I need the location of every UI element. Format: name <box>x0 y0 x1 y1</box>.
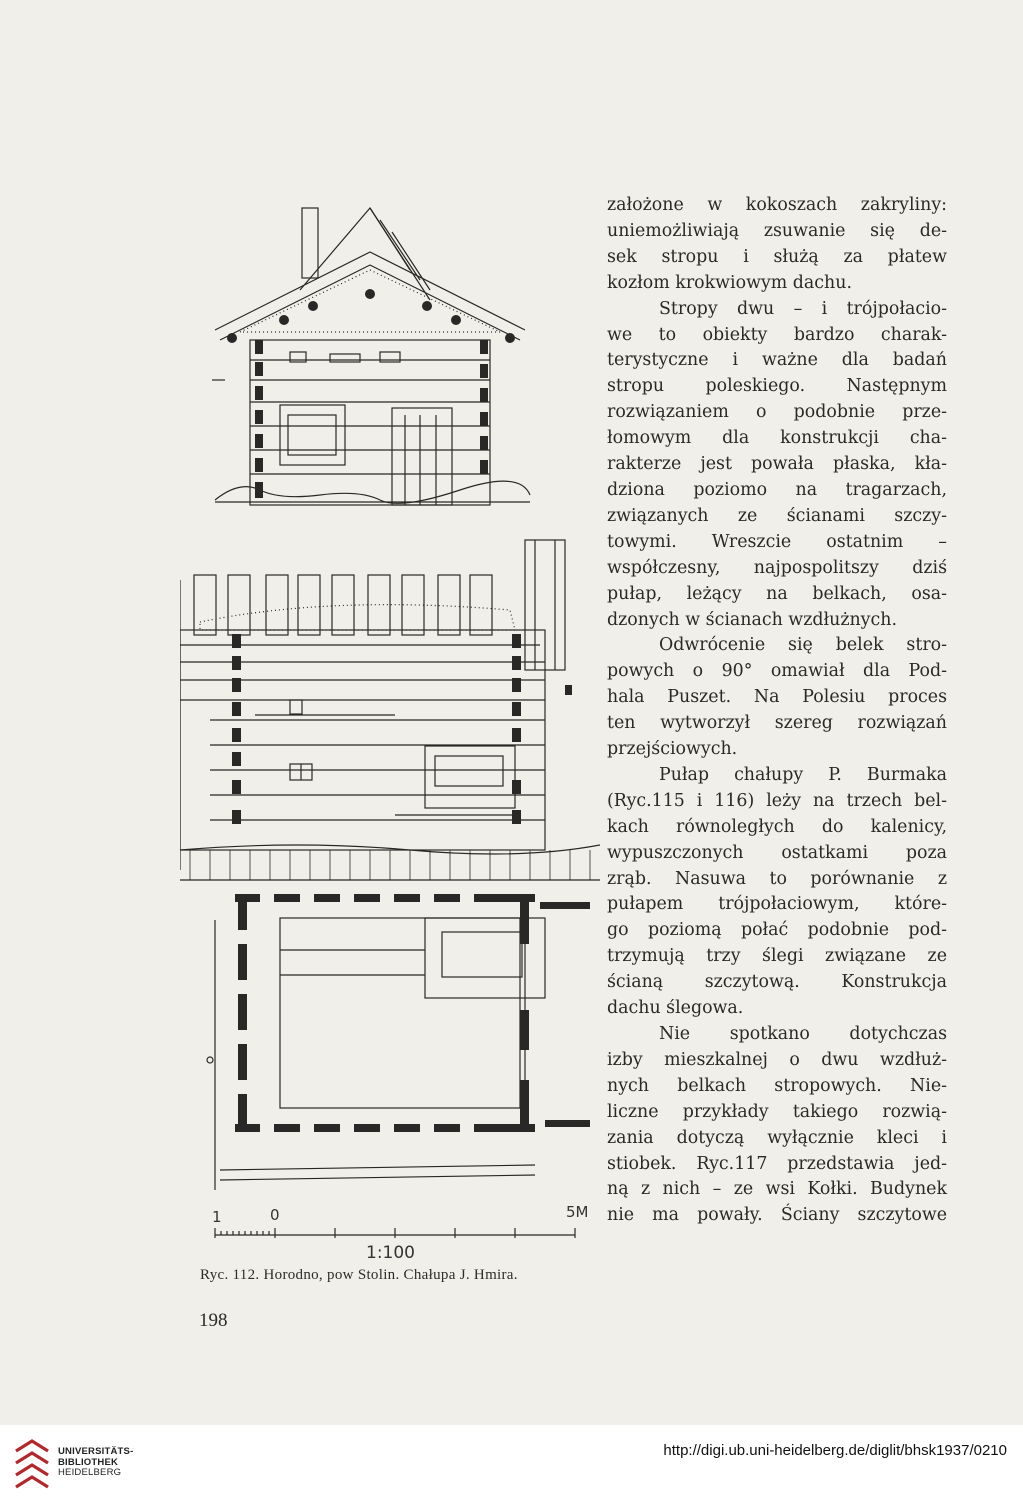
text-line: ną z nich – ze wsi Kołki. Budynek <box>607 1179 947 1200</box>
text-line: kozłom krokwiowym dachu. <box>607 272 852 293</box>
library-name-line1: UNIVERSITÄTS- <box>58 1446 134 1457</box>
text-line: wypuszczonych ostatkami poza <box>607 842 947 863</box>
text-line: liczne przykłady takiego rozwią- <box>607 1101 947 1122</box>
text-line: Nie spotkano dotychczas <box>659 1024 947 1044</box>
text-line: Odwrócenie się belek stro- <box>659 635 947 656</box>
figure-caption: Ryc. 112. Horodno, pow Stolin. Chałupa J. Hmira. <box>200 1267 518 1283</box>
footer-bar <box>0 1425 1023 1505</box>
text-line: kach równoległych do kalenicy, <box>607 816 947 837</box>
text-line: zania dotyczą wyłącznie kleci i <box>607 1127 947 1148</box>
text-line: pułap, leżący na belkach, osa- <box>607 583 947 604</box>
text-line: nie ma powały. Ściany szczytowe <box>607 1205 947 1226</box>
floor-plan <box>207 898 545 1190</box>
scale-label-end: 5M <box>566 1203 589 1221</box>
text-line: łomowym dla konstrukcji cha- <box>607 428 947 449</box>
text-line: terystyczne i ważne dla badań <box>607 350 947 371</box>
house-drawing <box>180 190 600 1260</box>
text-line: hala Puszet. Na Polesiu proces <box>607 687 947 708</box>
text-line: dzonych w ścianach wzdłużnych. <box>607 609 897 630</box>
text-line: Stropy dwu – i trójpołacio- <box>659 298 947 319</box>
text-line: Pułap chałupy P. Burmaka <box>659 764 947 785</box>
scale-label-start: 1 <box>212 1208 222 1226</box>
library-logo-icon[interactable] <box>10 1437 52 1489</box>
text-line: stropu poleskiego. Następnym <box>607 376 947 397</box>
body-text <box>607 193 947 1229</box>
text-line: trzymują trzy ślegi związane ze <box>607 946 947 967</box>
scale-label-zero: 0 <box>270 1206 280 1224</box>
text-line: go poziomą połać podobnie pod- <box>607 920 947 941</box>
text-line: rakterze jest powała płaska, kła- <box>607 454 947 475</box>
text-line: nych belkach stropowych. Nie- <box>607 1075 947 1096</box>
text-line: rozwiązaniem o podobnie prze- <box>607 402 947 423</box>
text-line: stiobek. Ryc.117 przedstawia jed- <box>607 1153 947 1174</box>
text-line: we to obiekty bardzo charak- <box>607 324 947 345</box>
text-line: sek stropu i służą za płatew <box>607 246 947 267</box>
text-line: zrąb. Nasuwa to porównanie z <box>607 868 947 889</box>
text-line: (Ryc.115 i 116) leży na trzech bel- <box>607 790 947 811</box>
text-line: przejściowych. <box>607 739 738 760</box>
page-number: 198 <box>199 1310 228 1331</box>
text-line: związanych ze ścianami szczy- <box>607 505 947 526</box>
permalink-url[interactable]: http://digi.ub.uni-heidelberg.de/diglit/bhsk1937/0210 <box>663 1442 1007 1459</box>
text-line: dachu ślegowa. <box>607 998 744 1019</box>
text-line: towymi. Wreszcie ostatnim – <box>607 531 947 552</box>
library-name[interactable] <box>58 1447 133 1479</box>
figure-ryc-112 <box>180 190 600 1263</box>
text-line: dziona poziomo na tragarzach, <box>607 479 947 500</box>
scale-bar <box>215 1228 575 1238</box>
text-line: powych o 90° omawiał dla Pod- <box>607 661 947 682</box>
library-name-line3: HEIDELBERG <box>58 1467 122 1478</box>
text-line: współczesny, najpospolitszy dziś <box>607 557 947 578</box>
text-line: uniemożliwiają zsuwanie się de- <box>607 220 947 241</box>
scale-ratio: 1:100 <box>366 1243 415 1263</box>
text-line: ścianą szczytową. Konstrukcja <box>607 972 947 993</box>
long-section <box>180 540 600 880</box>
text-line: ten wytworzył szereg rozwiązań <box>607 713 947 734</box>
text-line: pułapem trójpołaciowym, które- <box>607 894 947 915</box>
text-line: izby mieszkalnej o dwu wzdłuż- <box>607 1049 947 1070</box>
text-line: założone w kokoszach zakryliny: <box>607 195 947 215</box>
library-name-line2: BIBLIOTHEK <box>58 1456 119 1468</box>
